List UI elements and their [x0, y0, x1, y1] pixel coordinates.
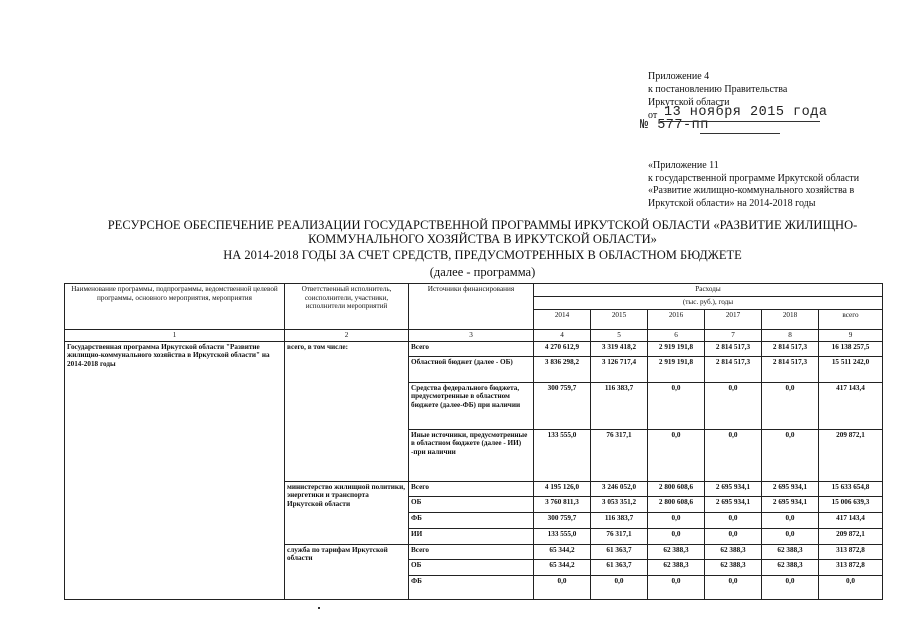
funding-source-cell: Всего — [409, 341, 534, 356]
year-value-cell: 2 695 934,1 — [705, 481, 762, 496]
header-year-2017: 2017 — [705, 310, 762, 330]
funding-source-cell: Всего — [409, 544, 534, 559]
document-title-line-3: НА 2014-2018 ГОДЫ ЗА СЧЕТ СРЕДСТВ, ПРЕДУСМОТРЕННЫХ В ОБЛАСТНОМ БЮДЖЕТЕ — [223, 248, 742, 262]
date-underline — [660, 121, 820, 122]
year-value-cell: 0,0 — [762, 512, 819, 528]
year-value-cell: 3 836 298,2 — [534, 356, 591, 382]
year-value-cell: 0,0 — [762, 528, 819, 544]
column-index-cell: 1 — [65, 330, 285, 342]
year-value-cell: 3 126 717,4 — [591, 356, 648, 382]
funding-source-cell: Областной бюджет (далее - ОБ) — [409, 356, 534, 382]
funding-source-cell: ОБ — [409, 559, 534, 575]
year-value-cell: 62 388,3 — [648, 559, 705, 575]
year-value-cell: 62 388,3 — [705, 544, 762, 559]
year-value-cell: 0,0 — [648, 512, 705, 528]
year-value-cell: 0,0 — [705, 429, 762, 481]
funding-source-cell: Иные источники, предусмотренные в областном бюджете (далее - ИИ) -при наличии — [409, 429, 534, 481]
year-value-cell: 0,0 — [534, 575, 591, 599]
appendix-line-3: Иркутской области — [648, 97, 730, 108]
year-value-cell: 4 270 612,9 — [534, 341, 591, 356]
year-value-cell: 133 555,0 — [534, 429, 591, 481]
year-value-cell: 300 759,7 — [534, 512, 591, 528]
total-value-cell: 417 143,4 — [819, 382, 883, 429]
year-value-cell: 116 383,7 — [591, 512, 648, 528]
year-value-cell: 300 759,7 — [534, 382, 591, 429]
column-index-cell: 6 — [648, 330, 705, 342]
header-program-name: Наименование программы, подпрограммы, ведомственной целевой программы, основного мероприятия, мероприятия — [65, 284, 285, 330]
year-value-cell: 62 388,3 — [705, 559, 762, 575]
year-value-cell: 76 317,1 — [591, 528, 648, 544]
total-value-cell: 0,0 — [819, 575, 883, 599]
document-title-line-2: КОММУНАЛЬНОГО ХОЗЯЙСТВА В ИРКУТСКОЙ ОБЛАСТИ» — [308, 232, 657, 246]
column-index-cell: 4 — [534, 330, 591, 342]
table-row — [65, 341, 883, 356]
year-value-cell: 0,0 — [705, 575, 762, 599]
year-value-cell: 65 344,2 — [534, 559, 591, 575]
total-value-cell: 417 143,4 — [819, 512, 883, 528]
year-value-cell: 2 695 934,1 — [762, 481, 819, 496]
number-underline — [700, 133, 780, 134]
column-index-cell: 5 — [591, 330, 648, 342]
year-value-cell: 62 388,3 — [762, 544, 819, 559]
year-value-cell: 2 814 517,3 — [705, 356, 762, 382]
header-executor: Ответственный исполнитель, соисполнители, участники, исполнители мероприятий — [285, 284, 409, 330]
number-stamp: № 577-пп — [640, 118, 709, 133]
header-year-2018: 2018 — [762, 310, 819, 330]
total-value-cell: 313 872,8 — [819, 544, 883, 559]
funding-source-cell: ИИ — [409, 528, 534, 544]
document-title-line-4: (далее - программа) — [429, 265, 536, 279]
executor-cell: министерство жилищной политики, энергетики и транспорта Иркутской области — [285, 481, 409, 544]
year-value-cell: 4 195 126,0 — [534, 481, 591, 496]
year-value-cell: 0,0 — [648, 528, 705, 544]
year-value-cell: 2 814 517,3 — [705, 341, 762, 356]
column-index-cell: 2 — [285, 330, 409, 342]
year-value-cell: 61 363,7 — [591, 544, 648, 559]
year-value-cell: 0,0 — [762, 382, 819, 429]
header-year-2016: 2016 — [648, 310, 705, 330]
total-value-cell: 15 006 639,3 — [819, 496, 883, 512]
year-value-cell: 2 919 191,8 — [648, 341, 705, 356]
total-value-cell: 313 872,8 — [819, 559, 883, 575]
total-value-cell: 209 872,1 — [819, 429, 883, 481]
total-value-cell: 209 872,1 — [819, 528, 883, 544]
program-appendix-line-1: «Приложение 11 — [648, 160, 719, 171]
funding-source-cell: ФБ — [409, 575, 534, 599]
header-year-2014: 2014 — [534, 310, 591, 330]
year-value-cell: 0,0 — [648, 429, 705, 481]
year-value-cell: 2 695 934,1 — [705, 496, 762, 512]
year-value-cell: 0,0 — [762, 429, 819, 481]
year-value-cell: 0,0 — [705, 528, 762, 544]
program-appendix — [648, 160, 859, 210]
year-value-cell: 0,0 — [648, 382, 705, 429]
column-index-cell: 3 — [409, 330, 534, 342]
total-value-cell: 16 138 257,5 — [819, 341, 883, 356]
program-appendix-line-4: Иркутской области» на 2014-2018 годы — [648, 197, 816, 209]
executor-cell: всего, в том числе: — [285, 341, 409, 481]
year-value-cell: 2 695 934,1 — [762, 496, 819, 512]
year-value-cell: 3 053 351,2 — [591, 496, 648, 512]
year-value-cell: 62 388,3 — [762, 559, 819, 575]
total-value-cell: 15 511 242,0 — [819, 356, 883, 382]
appendix-date-prefix: от — [648, 110, 658, 121]
program-name-cell: Государственная программа Иркутской области "Развитие жилищно-коммунального хозяйства в Иркутской области" на 2014-2018 годы — [65, 341, 285, 599]
year-value-cell: 2 814 517,3 — [762, 341, 819, 356]
funding-source-cell: ФБ — [409, 512, 534, 528]
year-value-cell: 3 319 418,2 — [591, 341, 648, 356]
funding-source-cell: Средства федерального бюджета, предусмотренные в областном бюджете (далее-ФБ) при наличии — [409, 382, 534, 429]
appendix-line-1: Приложение 4 — [648, 71, 710, 82]
resource-table — [64, 283, 883, 600]
appendix-line-2: к постановлению Правительства — [648, 84, 788, 95]
year-value-cell: 61 363,7 — [591, 559, 648, 575]
header-year-2015: 2015 — [591, 310, 648, 330]
header-funding-source: Источники финансирования — [409, 284, 534, 330]
year-value-cell: 65 344,2 — [534, 544, 591, 559]
year-value-cell: 2 919 191,8 — [648, 356, 705, 382]
column-index-cell: 9 — [819, 330, 883, 342]
year-value-cell: 133 555,0 — [534, 528, 591, 544]
year-value-cell: 2 800 608,6 — [648, 496, 705, 512]
year-value-cell: 3 760 811,3 — [534, 496, 591, 512]
funding-source-cell: Всего — [409, 481, 534, 496]
header-expenses: Расходы — [534, 284, 883, 297]
year-value-cell: 62 388,3 — [648, 544, 705, 559]
year-value-cell: 0,0 — [705, 512, 762, 528]
year-value-cell: 76 317,1 — [591, 429, 648, 481]
total-value-cell: 15 633 654,8 — [819, 481, 883, 496]
year-value-cell: 2 800 608,6 — [648, 481, 705, 496]
scan-dot — [318, 607, 320, 609]
year-value-cell: 0,0 — [591, 575, 648, 599]
column-index-cell: 8 — [762, 330, 819, 342]
column-index-cell: 7 — [705, 330, 762, 342]
header-units: (тыс. руб.), годы — [534, 297, 883, 310]
year-value-cell: 116 383,7 — [591, 382, 648, 429]
header-total: всего — [819, 310, 883, 330]
year-value-cell: 0,0 — [762, 575, 819, 599]
document-title-line-1: РЕСУРСНОЕ ОБЕСПЕЧЕНИЕ РЕАЛИЗАЦИИ ГОСУДАРСТВЕННОЙ ПРОГРАММЫ ИРКУТСКОЙ ОБЛАСТИ «РАЗВИТИЕ ЖИЛИЩНО- — [107, 218, 858, 232]
year-value-cell: 2 814 517,3 — [762, 356, 819, 382]
year-value-cell: 3 246 052,0 — [591, 481, 648, 496]
program-appendix-line-2: к государственной программе Иркутской области — [648, 172, 860, 184]
date-stamp: 13 ноября 2015 года — [664, 105, 828, 120]
executor-cell: служба по тарифам Иркутской области — [285, 544, 409, 599]
year-value-cell: 0,0 — [705, 382, 762, 429]
funding-source-cell: ОБ — [409, 496, 534, 512]
program-appendix-line-3: «Развитие жилищно-коммунального хозяйства в — [648, 185, 855, 196]
year-value-cell: 0,0 — [648, 575, 705, 599]
